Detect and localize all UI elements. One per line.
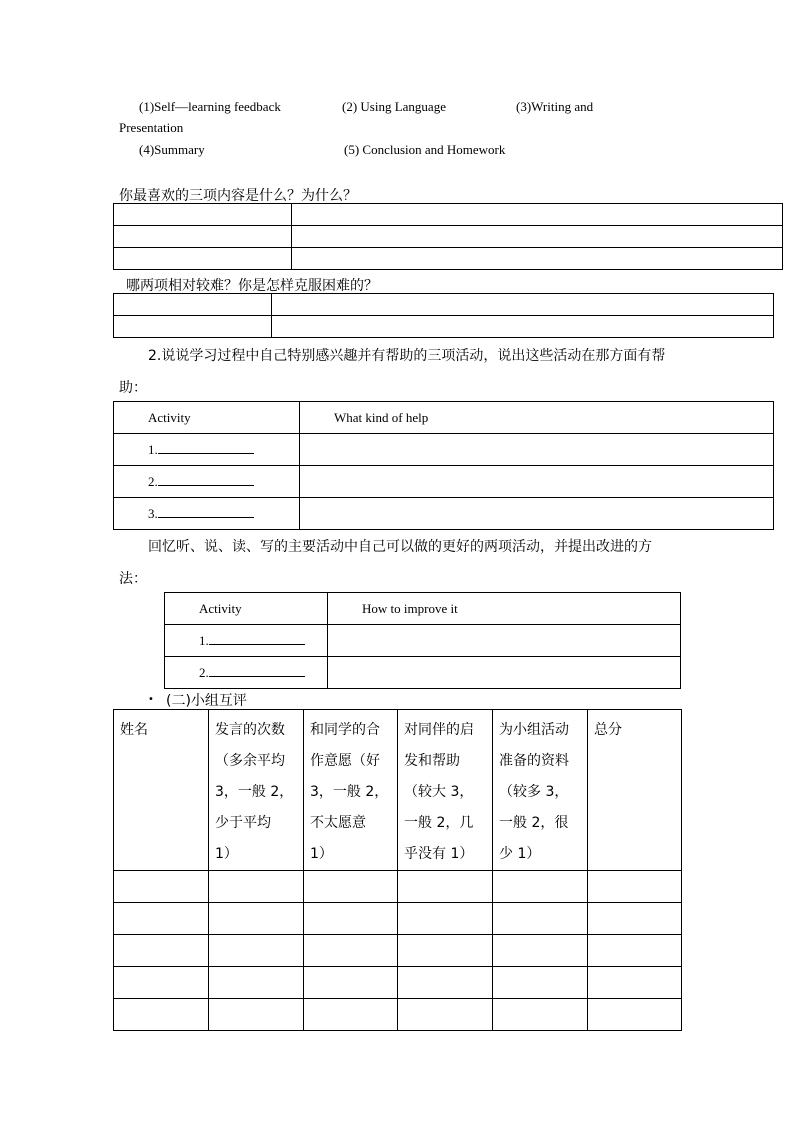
agenda-item-1: (1)Self—learning feedback bbox=[139, 99, 281, 114]
difficult-items-prompt: 哪两项相对较难？你是怎样克服困难的？ bbox=[126, 278, 378, 294]
agenda-item-4: (4)Summary bbox=[139, 142, 205, 157]
table-cell bbox=[300, 498, 774, 530]
table-row bbox=[114, 871, 682, 903]
blank-line bbox=[158, 474, 254, 486]
row-number: 3. bbox=[148, 505, 158, 521]
improve-activities-prompt-line1: 回忆听、说、读、写的主要活动中自己可以做的更好的两项活动，并提出改进的方 bbox=[148, 539, 652, 555]
bullet-icon: • bbox=[148, 694, 154, 705]
header-name: 姓名 bbox=[114, 710, 209, 871]
blank-line bbox=[209, 665, 305, 677]
header-speaking-count: 发言的次数 （多余平均 3，一般 2， 少于平均 1） bbox=[209, 710, 304, 871]
table-cell bbox=[328, 657, 681, 689]
activity-row-2 bbox=[114, 466, 300, 498]
header-materials: 为小组活动 准备的资料 （较多 3， 一般 2，很 少 1） bbox=[493, 710, 588, 871]
improve-activities-table bbox=[164, 592, 681, 689]
blank-line bbox=[158, 506, 254, 518]
activity-row-3 bbox=[114, 498, 300, 530]
table-row bbox=[114, 903, 682, 935]
table-cell bbox=[300, 466, 774, 498]
table-cell bbox=[328, 625, 681, 657]
activity-header: Activity bbox=[165, 593, 328, 625]
agenda-item-3: (3)Writing and bbox=[516, 99, 594, 114]
table-row bbox=[114, 935, 682, 967]
row-number: 2. bbox=[148, 473, 158, 489]
table-cell bbox=[114, 316, 272, 338]
table-cell bbox=[272, 294, 774, 316]
agenda-item-5: (5) Conclusion and Homework bbox=[344, 142, 506, 157]
header-cooperation: 和同学的合 作意愿（好 3，一般 2， 不太愿意 1） bbox=[304, 710, 398, 871]
agenda-item-2: (2) Using Language bbox=[342, 99, 446, 114]
table-cell bbox=[292, 226, 783, 248]
header-inspiration: 对同伴的启 发和帮助 （较大 3， 一般 2，几 乎没有 1） bbox=[398, 710, 493, 871]
table-cell bbox=[292, 204, 783, 226]
improve-row-2 bbox=[165, 657, 328, 689]
table-cell bbox=[114, 226, 292, 248]
group-evaluation-title: (二)小组互评 bbox=[166, 693, 247, 709]
row-number: 2. bbox=[199, 664, 209, 680]
blank-line bbox=[158, 442, 254, 454]
help-header: What kind of help bbox=[300, 402, 774, 434]
activity-header: Activity bbox=[114, 402, 300, 434]
helpful-activities-prompt-line1: 2.说说学习过程中自己特别感兴趣并有帮助的三项活动，说出这些活动在那方面有帮 bbox=[148, 348, 666, 364]
helpful-activities-prompt-line2: 助： bbox=[119, 380, 147, 396]
improve-activities-prompt-line2: 法： bbox=[119, 571, 147, 587]
improve-header: How to improve it bbox=[328, 593, 681, 625]
activity-row-1 bbox=[114, 434, 300, 466]
header-total: 总分 bbox=[588, 710, 682, 871]
table-row bbox=[114, 967, 682, 999]
helpful-activities-table bbox=[113, 401, 774, 530]
improve-row-1 bbox=[165, 625, 328, 657]
table-cell bbox=[114, 294, 272, 316]
row-number: 1. bbox=[148, 441, 158, 457]
table-cell bbox=[114, 248, 292, 270]
favorite-items-table bbox=[113, 203, 783, 270]
favorite-items-prompt: 你最喜欢的三项内容是什么？为什么？ bbox=[119, 188, 357, 204]
table-cell bbox=[114, 204, 292, 226]
table-cell bbox=[292, 248, 783, 270]
row-number: 1. bbox=[199, 632, 209, 648]
blank-line bbox=[209, 633, 305, 645]
difficult-items-table bbox=[113, 293, 774, 338]
table-cell bbox=[272, 316, 774, 338]
agenda-item-3-continued: Presentation bbox=[119, 120, 184, 135]
group-evaluation-table bbox=[113, 709, 682, 1031]
table-row bbox=[114, 999, 682, 1031]
table-cell bbox=[300, 434, 774, 466]
